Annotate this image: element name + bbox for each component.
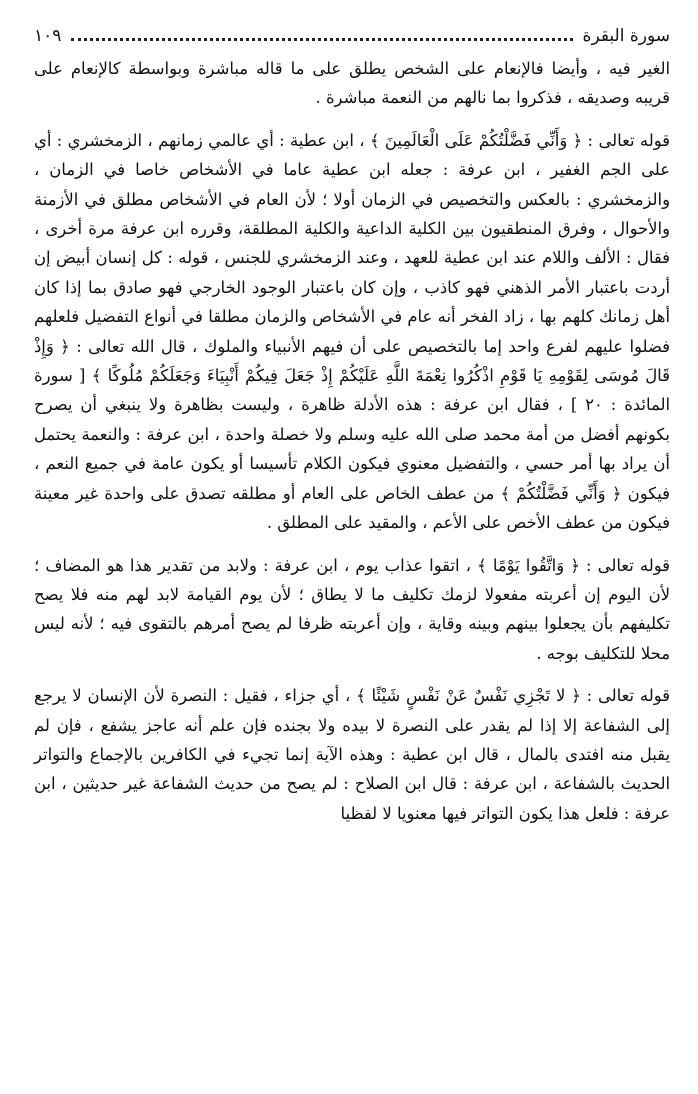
book-page [34,24,670,828]
paragraph: قوله تعالى : ﴿ وَاتَّقُوا يَوْمًا ﴾ ، اتقوا عذاب يوم ، ابن عرفة : ولابد من تقدير هذا هو المضاف ؛ لأن اليوم إن أعربته مفعولا لزمك تكليف ما لا يطاق ؛ لأن يوم القيامة لابد لهم منه فلا يصح تكليفهم بأن يجعلوا بينهم وبينه وقاية ، وإن أعربته ظرفا لم يصح أمرهم بالتقوى فيه ؛ لأنه ليس محلا للتكليف بوجه . [34,555,670,663]
header-dotted-leader [71,26,572,41]
running-header [34,24,670,52]
paragraph: الغير فيه ، وأيضا فالإنعام على الشخص يطلق على ما قاله مباشرة وبواسطة كالإنعام على قريبه وصديقه ، فذكروا بما نالهم من النعمة مباشرة . [34,59,670,108]
paragraph: قوله تعالى : ﴿ لا تَجْزِي نَفْسٌ عَنْ نَفْسٍ شَيْئًا ﴾ ، أي جزاء ، فقيل : النصرة لأن الإنسان لا يرجع إلى الشفاعة إلا إذا لم يقدر على النصرة لا بيده ولا بجنده فإن علم أنه عاجز يشفع ، فإن لم يقبل منه افتدى بالمال ، قال ابن عطية : وهذه الآية إنما تجيء في الكافرين بالإجماع والتواتر الحديث بالشفاعة ، ابن عرفة : قال ابن الصلاح : لم يصح من حديث الشفاعة غير حديثين ، ابن عرفة : فلعل هذا يكون التواتر فيها معنويا لا لفظيا [34,686,670,823]
page-body [34,54,670,828]
page-number: ١٠٩ [34,26,62,46]
paragraph: قوله تعالى : ﴿ وَأَنِّي فَضَّلْتُكُمْ عَلَى الْعَالَمِينَ ﴾ ، ابن عطية : أي عالمي زمانهم ، الزمخشري : أي على الجم الغفير ، ابن عرفة : جعله ابن عطية عاما في الأشخاص خاصا في الزمان ، والزمخشري : بالعكس والتخصيص في الزمان أولا ؛ لأن العام في الأشخاص مطلق في الأزمنة والأحوال ، وفرق المنطقيون بين الكلية الداعية والكلية المطلقة، وقرره ابن عرفة مرة أخرى ، فقال : الألف واللام عند ابن عطية للعهد ، وعند الزمخشري للجنس ، قوله : كل إنسان أبيض إن أردت باعتبار الأمر الذهني فهو كاذب ، وإن كان باعتبار الوجود الخارجي فهو صادق بما إذا كان أهل زمانك كلهم بها ، زاد الفخر أنه عام في الأشخاص والزمان مطلقا في أنواع التفضيل فلعلهم فضلوا عليهم لفرع واحد إما بالتخصيص على أن فيهم الأنبياء والملوك ، قال الله تعالى : ﴿ وَإِذْ قَالَ مُوسَى لِقَوْمِهِ يَا قَوْمِ اذْكُرُوا نِعْمَةَ اللَّهِ عَلَيْكُمْ إِذْ جَعَلَ فِيكُمْ أَنْبِيَاءَ وَجَعَلَكُمْ مُلُوكًا ﴾ [ سورة المائدة : ٢٠ ] ، فقال ابن عرفة : هذه الأدلة ظاهرة ، وليست بظاهرة ولا ينبغي أن يصرح بكونهم أفضل من أمة محمد صلى الله عليه وسلم ولا خصلة واحدة ، ابن عرفة : والنعمة يحتمل أن يراد بها أمر حسي ، والتفضيل معنوي فيكون الكلام تأسيسا أو يكون عامة في جميع النعم ، فيكون ﴿ وَأَنِّي فَضَّلْتُكُمْ ﴾ من عطف الخاص على العام أو مطلقه تصدق على واحدة غير معينة فيكون من عطف الأخص على الأعم ، والمقيد على المطلق . [34,130,670,533]
surah-title: سورة البقرة [582,26,670,46]
